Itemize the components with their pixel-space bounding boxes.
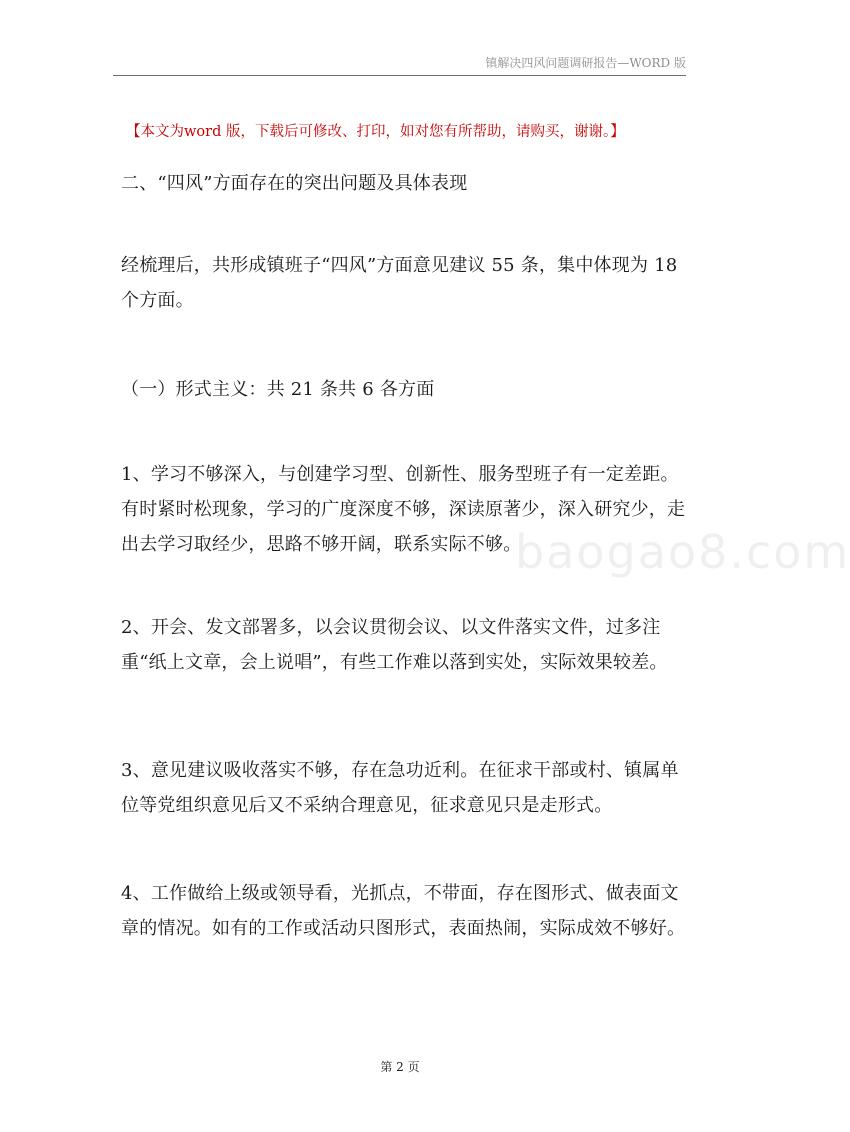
list-item: 3、意见建议吸收落实不够，存在急功近利。在征求干部或村、镇属单位等党组织意见后又不采纳合理意见，征求意见只是走形式。 xyxy=(121,760,679,816)
section-heading: 二、“四风”方面存在的突出问题及具体表现 xyxy=(121,173,468,194)
header-divider xyxy=(113,75,686,76)
list-item: 4、工作做给上级或领导看，光抓点，不带面，存在图形式、做表面文章的情况。如有的工作或活动只图形式，表面热闹，实际成效不够好。 xyxy=(121,883,686,939)
watermark: baogao8.com xyxy=(515,525,850,579)
page-header: 镇解决四风问题调研报告—WORD 版 xyxy=(485,56,686,70)
page-number: 第 2 页 xyxy=(380,1060,420,1074)
subsection-heading: （一）形式主义：共 21 条共 6 各方面 xyxy=(121,379,435,400)
list-item: 2、开会、发文部署多，以会议贯彻会议、以文件落实文件，过多注重“纸上文章，会上说唱”，有些工作难以落到实处，实际效果较差。 xyxy=(121,617,668,673)
intro-paragraph: 经梳理后，共形成镇班子“四风”方面意见建议 55 条，集中体现为 18 个方面。 xyxy=(121,255,678,311)
download-notice: 【本文为word 版，下载后可修改、打印，如对您有所帮助，请购买，谢谢。】 xyxy=(126,124,625,140)
list-item: 1、学习不够深入，与创建学习型、创新性、服务型班子有一定差距。有时紧时松现象，学习的广度深度不够，深读原著少，深入研究少，走出去学习取经少，思路不够开阔，联系实际不够。 xyxy=(121,464,686,555)
